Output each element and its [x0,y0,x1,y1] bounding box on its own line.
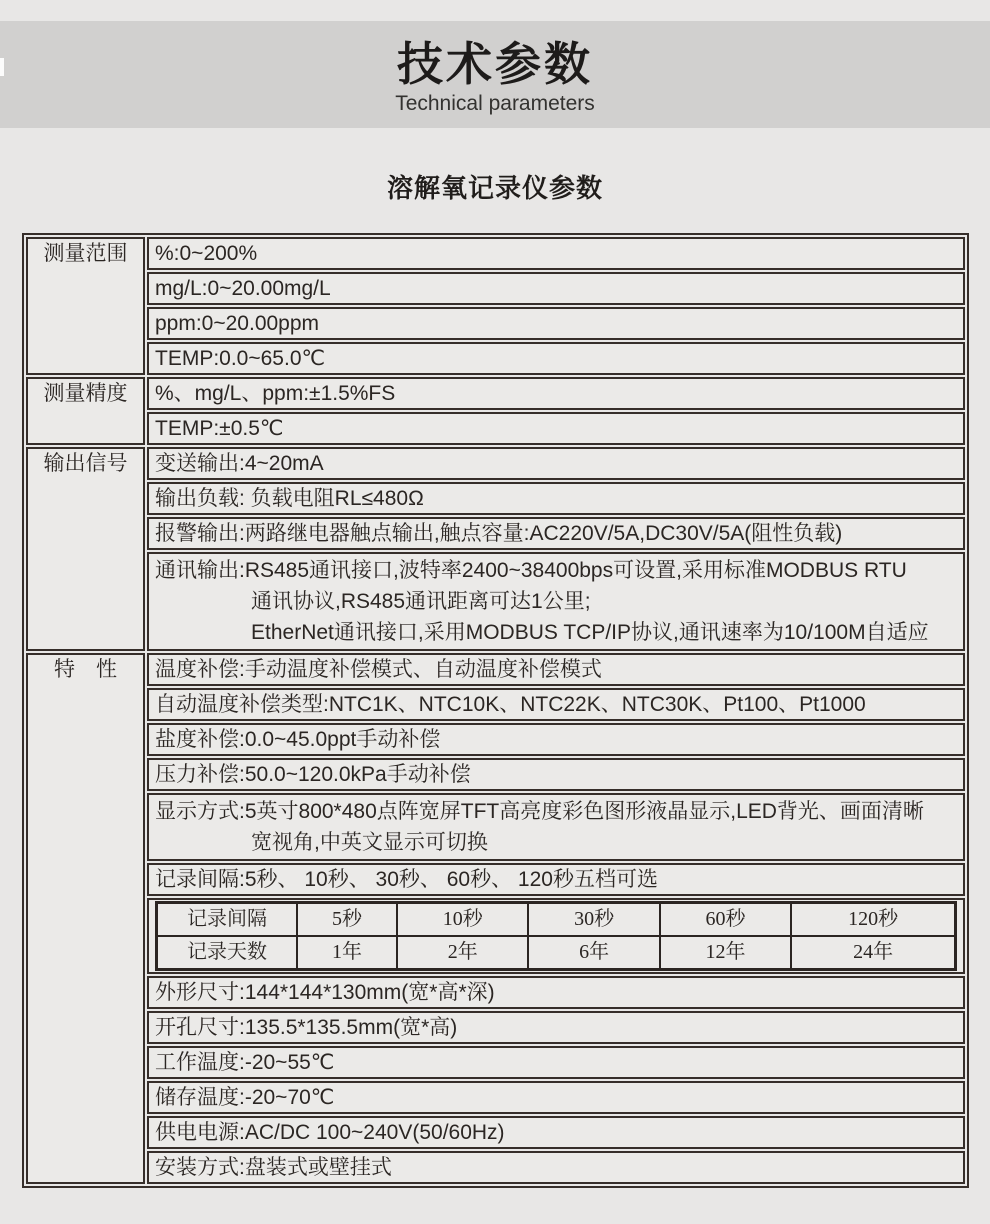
spec-value: 安装方式:盘装式或壁挂式 [147,1151,965,1184]
record-table-row [157,903,956,937]
spec-group-label: 测量精度 [26,377,145,445]
spec-row [26,552,965,651]
record-table-value: 12年 [660,936,791,970]
spec-value: 报警输出:两路继电器触点输出,触点容量:AC220V/5A,DC30V/5A(阻性负载) [147,517,965,550]
spec-value: 工作温度:-20~55℃ [147,1046,965,1079]
spec-row [26,412,965,445]
spec-group-label: 输出信号 [26,447,145,651]
spec-value-line: 宽视角,中英文显示可切换 [251,831,488,854]
spec-row [26,723,965,756]
spec-row [26,976,965,1009]
spec-value: %:0~200% [147,237,965,270]
spec-row [26,517,965,550]
spec-row [26,898,965,974]
spec-row [26,307,965,340]
spec-value: ppm:0~20.00ppm [147,307,965,340]
spec-row [26,1046,965,1079]
spec-value: 记录间隔:5秒、 10秒、 30秒、 60秒、 120秒五档可选 [147,863,965,896]
spec-row [26,688,965,721]
spec-row [26,1116,965,1149]
spec-value-line: EtherNet通讯接口,采用MODBUS TCP/IP协议,通讯速率为10/100M自适应 [251,621,929,644]
spec-value: 储存温度:-20~70℃ [147,1081,965,1114]
spec-value: %、mg/L、ppm:±1.5%FS [147,377,965,410]
record-interval-table [155,901,957,971]
record-table-value: 5秒 [297,903,397,937]
spec-value: 压力补偿:50.0~120.0kPa手动补偿 [147,758,965,791]
spec-row [26,377,965,410]
spec-value-line: 通讯协议,RS485通讯距离可达1公里; [251,590,591,613]
spec-group-label: 特 性 [26,653,145,1184]
spec-value: TEMP:±0.5℃ [147,412,965,445]
spec-row [26,653,965,686]
header-band [0,21,990,128]
spec-row [26,793,965,861]
spec-value-line: 显示方式:5英寸800*480点阵宽屏TFT高亮度彩色图形液晶显示,LED背光、画面清晰 [155,800,924,823]
record-table-row [157,936,956,970]
spec-table [22,233,969,1188]
page-title: 技术参数 [397,38,593,90]
left-edge-notch [0,58,4,76]
spec-value: mg/L:0~20.00mg/L [147,272,965,305]
spec-value: 自动温度补偿类型:NTC1K、NTC10K、NTC22K、NTC30K、Pt100、Pt1000 [147,688,965,721]
spec-value: 开孔尺寸:135.5*135.5mm(宽*高) [147,1011,965,1044]
record-table-value: 2年 [397,936,528,970]
record-table-value: 1年 [297,936,397,970]
spec-value-line: 通讯输出:RS485通讯接口,波特率2400~38400bps可设置,采用标准MODBUS RTU [155,559,907,582]
record-table-value: 30秒 [528,903,659,937]
record-table-value: 记录间隔 [157,903,298,937]
spec-value: 输出负载: 负载电阻RL≤480Ω [147,482,965,515]
record-table-value: 60秒 [660,903,791,937]
spec-row [26,758,965,791]
page-subtitle: Technical parameters [395,92,595,115]
record-table-cell [147,898,965,974]
top-strip [0,0,990,21]
section-title: 溶解氧记录仪参数 [386,173,603,203]
spec-row [26,237,965,270]
spec-row [26,272,965,305]
spec-value-multiline [147,552,965,651]
spec-value: TEMP:0.0~65.0℃ [147,342,965,375]
spec-row [26,1151,965,1184]
record-table-value: 记录天数 [157,936,298,970]
record-table-value: 10秒 [397,903,528,937]
record-table-value: 120秒 [791,903,955,937]
spec-row [26,482,965,515]
record-table-value: 6年 [528,936,659,970]
spec-value-multiline [147,793,965,861]
spec-value: 变送输出:4~20mA [147,447,965,480]
spec-row [26,342,965,375]
spec-group-label: 测量范围 [26,237,145,375]
spec-row [26,863,965,896]
spec-value: 盐度补偿:0.0~45.0ppt手动补偿 [147,723,965,756]
spec-value: 温度补偿:手动温度补偿模式、自动温度补偿模式 [147,653,965,686]
record-table-value: 24年 [791,936,955,970]
spec-value: 外形尺寸:144*144*130mm(宽*高*深) [147,976,965,1009]
spec-value: 供电电源:AC/DC 100~240V(50/60Hz) [147,1116,965,1149]
spec-row [26,1011,965,1044]
spec-row [26,447,965,480]
spec-row [26,1081,965,1114]
